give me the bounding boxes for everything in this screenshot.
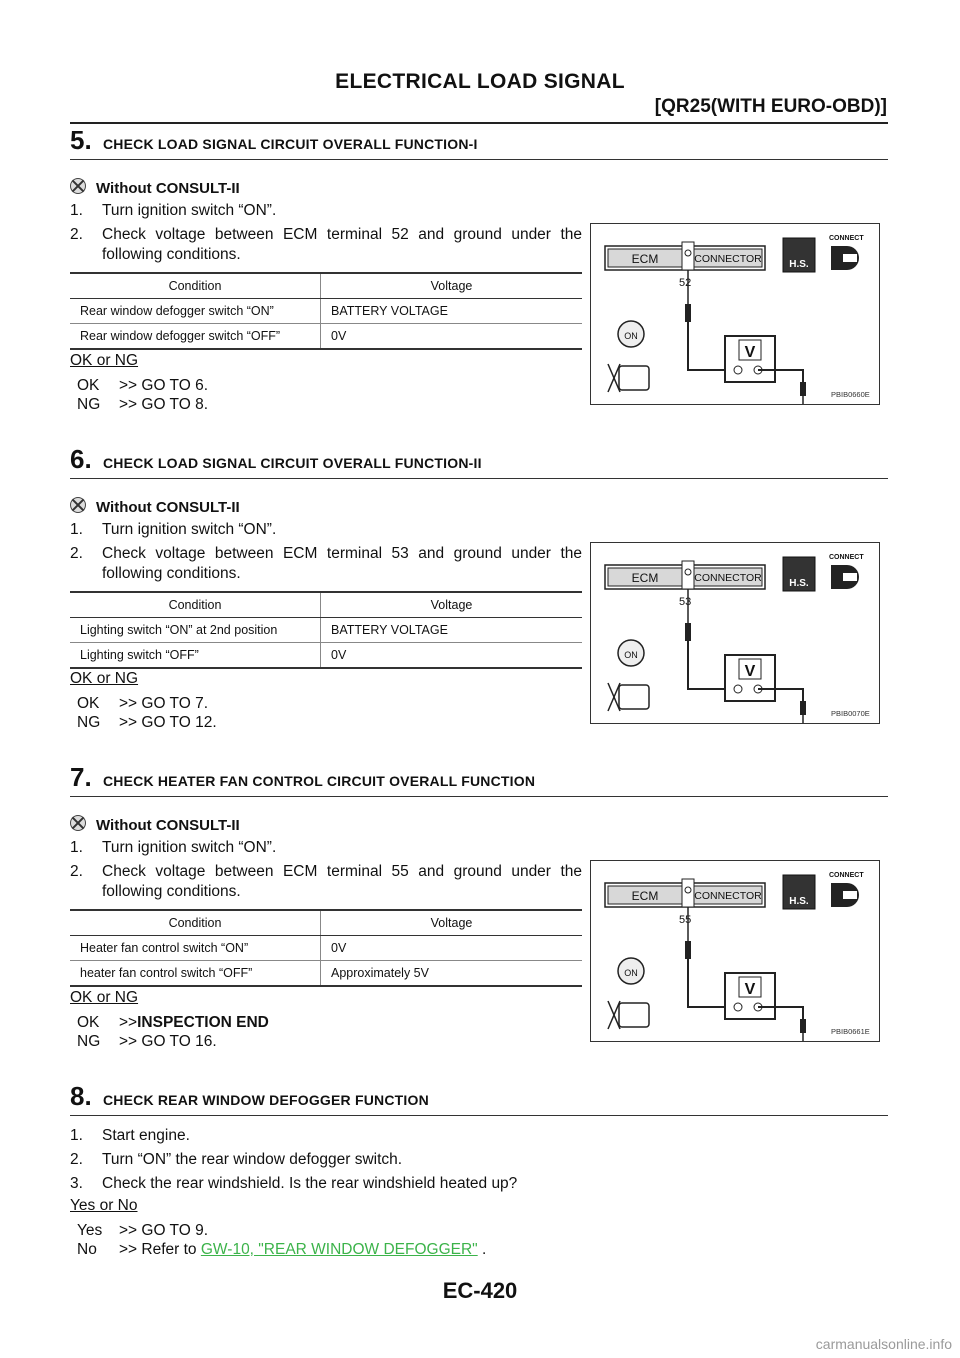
hs-label: H.S. — [789, 578, 809, 589]
consult-note — [70, 497, 240, 516]
voltmeter-label: V — [744, 981, 756, 998]
step-number: 3. — [70, 1175, 83, 1192]
condition-table — [70, 591, 582, 669]
section-number: 6. — [70, 444, 92, 474]
result-key: OK — [77, 377, 100, 394]
voltmeter-label: V — [744, 344, 756, 361]
step-text: Check voltage between ECM terminal 52 and ground under the following conditions. — [102, 226, 582, 263]
section-6 — [70, 444, 888, 759]
step-text: Check the rear windshield. Is the rear windshield heated up? — [102, 1175, 518, 1192]
step-number: 2. — [70, 226, 83, 243]
table-header-cell: Voltage — [321, 592, 583, 618]
result-list — [77, 694, 217, 732]
connector-pin — [685, 250, 691, 256]
ok-or-ng-label: OK or NG — [70, 670, 139, 687]
ecm-label: ECM — [631, 889, 659, 903]
table-header-cell: Condition — [70, 273, 321, 299]
result-key: NG — [77, 714, 101, 731]
section-8 — [70, 1081, 888, 1271]
section-5 — [70, 125, 888, 440]
no-consult-icon — [70, 178, 86, 194]
table-cell: Heater fan control switch “ON” — [70, 936, 321, 961]
terminal-number: 53 — [679, 596, 692, 608]
result-key: No — [77, 1241, 97, 1258]
positive-terminal — [734, 685, 742, 693]
connector-label: CONNECTOR — [694, 572, 762, 584]
ecm-label: ECM — [631, 571, 659, 585]
table-header-cell: Voltage — [321, 273, 583, 299]
result-text: GO TO 7. — [141, 695, 209, 712]
connect-label: CONNECT — [829, 235, 864, 242]
result-item — [77, 694, 217, 713]
ecm-label: ECM — [631, 252, 659, 266]
consult-label: Without CONSULT-II — [96, 499, 240, 516]
result-arrow: >> — [119, 1014, 138, 1031]
voltmeter-label: V — [744, 663, 756, 680]
table-cell: 0V — [321, 643, 583, 669]
table-cell: Lighting switch “ON” at 2nd position — [70, 618, 321, 643]
result-list — [77, 376, 208, 414]
step-number: 1. — [70, 839, 83, 856]
table-cell: BATTERY VOLTAGE — [321, 299, 583, 324]
table-cell: Lighting switch “OFF” — [70, 643, 321, 669]
result-key: Yes — [77, 1222, 103, 1239]
table-row — [70, 936, 582, 961]
result-text: GO TO 12. — [141, 714, 217, 731]
wiring-diagram — [590, 223, 880, 405]
step-text: Turn “ON” the rear window defogger switch. — [102, 1151, 403, 1168]
table-cell: Rear window defogger switch “ON” — [70, 299, 321, 324]
table-header-cell: Voltage — [321, 910, 583, 936]
ok-or-ng-label: OK or NG — [70, 352, 139, 369]
result-item — [77, 376, 208, 395]
figure-code: PBIB0660E — [831, 390, 870, 399]
condition-table — [70, 909, 582, 987]
connect-icon-slot — [843, 254, 857, 262]
ok-or-ng-label: OK or NG — [70, 989, 139, 1006]
probe-tip — [685, 623, 691, 641]
result-text: GO TO 9. — [141, 1222, 209, 1239]
step-text: Turn ignition switch “ON”. — [102, 202, 277, 219]
probe-tip — [685, 941, 691, 959]
consult-label: Without CONSULT-II — [96, 180, 240, 197]
consult-note — [70, 178, 240, 197]
step-number: 1. — [70, 521, 83, 538]
step-text: Check voltage between ECM terminal 53 and ground under the following conditions. — [102, 545, 582, 582]
table-row — [70, 324, 582, 350]
section-header — [70, 444, 888, 479]
section-number: 5. — [70, 125, 92, 155]
wiring-diagram — [590, 542, 880, 724]
result-key: OK — [77, 695, 100, 712]
result-item — [77, 1013, 269, 1032]
ground-probe — [800, 1019, 806, 1033]
connector-pin — [685, 569, 691, 575]
table-cell: Rear window defogger switch “OFF” — [70, 324, 321, 350]
connect-label: CONNECT — [829, 554, 864, 561]
result-arrow: >> — [119, 1241, 138, 1258]
positive-terminal — [734, 1003, 742, 1011]
ignition-on-label: ON — [624, 968, 638, 978]
positive-terminal — [734, 366, 742, 374]
result-arrow: >> — [119, 396, 138, 413]
section-7 — [70, 762, 888, 1077]
ignition-on-label: ON — [624, 331, 638, 341]
figure-code: PBIB0661E — [831, 1027, 870, 1036]
section-header — [70, 125, 888, 160]
step-number: 2. — [70, 545, 83, 562]
result-item — [77, 713, 217, 732]
result-text: INSPECTION END — [137, 1014, 269, 1031]
result-list — [77, 1013, 269, 1051]
table-header-row — [70, 910, 582, 936]
ignition-on-label: ON — [624, 650, 638, 660]
condition-table — [70, 272, 582, 350]
hs-label: H.S. — [789, 259, 809, 270]
page-header-subtitle: [QR25(WITH EURO-OBD)] — [654, 96, 887, 117]
no-consult-icon — [70, 815, 86, 831]
result-text: GO TO 8. — [141, 396, 209, 413]
result-item — [77, 1221, 486, 1240]
connector-label: CONNECTOR — [694, 253, 762, 265]
table-cell: 0V — [321, 324, 583, 350]
no-consult-icon — [70, 497, 86, 513]
watermark: carmanualsonline.info — [815, 1336, 952, 1352]
result-item — [77, 1032, 269, 1051]
table-header-cell: Condition — [70, 910, 321, 936]
section-number: 8. — [70, 1081, 92, 1111]
terminal-number: 52 — [679, 277, 692, 289]
page-header-title: ELECTRICAL LOAD SIGNAL — [335, 70, 625, 93]
section-title: CHECK LOAD SIGNAL CIRCUIT OVERALL FUNCTION-I — [103, 136, 478, 152]
step-number: 2. — [70, 1151, 83, 1168]
result-text: GO TO 6. — [141, 377, 209, 394]
engine-off-icon — [619, 366, 649, 390]
table-header-row — [70, 592, 582, 618]
table-row — [70, 618, 582, 643]
result-key: NG — [77, 396, 101, 413]
yes-or-no-label: Yes or No — [70, 1197, 138, 1214]
connector-label: CONNECTOR — [694, 890, 762, 902]
ground-probe — [800, 382, 806, 396]
result-arrow: >> — [119, 1033, 138, 1050]
connector-pin — [685, 887, 691, 893]
step-text: Check voltage between ECM terminal 55 and ground under the following conditions. — [102, 863, 582, 900]
step-text: Start engine. — [102, 1127, 190, 1144]
hs-label: H.S. — [789, 896, 809, 907]
table-header-cell: Condition — [70, 592, 321, 618]
table-cell: 0V — [321, 936, 583, 961]
section-header — [70, 1081, 888, 1116]
result-list — [77, 1221, 486, 1259]
table-cell: heater fan control switch “OFF” — [70, 961, 321, 987]
result-tail: . — [477, 1241, 487, 1258]
result-arrow: >> — [119, 1222, 138, 1239]
result-item — [77, 1240, 486, 1259]
connect-icon-slot — [843, 891, 857, 899]
result-arrow: >> — [119, 377, 138, 394]
table-header-row — [70, 273, 582, 299]
consult-note — [70, 815, 240, 834]
probe-tip — [685, 304, 691, 322]
section-header — [70, 762, 888, 797]
connect-icon-slot — [843, 573, 857, 581]
table-cell: Approximately 5V — [321, 961, 583, 987]
result-item — [77, 395, 208, 414]
step-number: 1. — [70, 1127, 83, 1144]
step-text: Turn ignition switch “ON”. — [102, 521, 277, 538]
terminal-number: 55 — [679, 914, 692, 926]
header-rule — [70, 122, 888, 124]
reference-link[interactable]: GW-10, "REAR WINDOW DEFOGGER" — [200, 1241, 478, 1258]
engine-off-icon — [619, 685, 649, 709]
result-text: Refer to — [141, 1241, 197, 1258]
connect-label: CONNECT — [829, 872, 864, 879]
section-title: CHECK HEATER FAN CONTROL CIRCUIT OVERALL FUNCTION — [103, 773, 536, 789]
step-number: 1. — [70, 202, 83, 219]
step-text: Turn ignition switch “ON”. — [102, 839, 277, 856]
page-number: EC-420 — [442, 1278, 518, 1303]
section-number: 7. — [70, 762, 92, 792]
diagram-svg — [591, 543, 879, 723]
section-title: CHECK REAR WINDOW DEFOGGER FUNCTION — [103, 1092, 429, 1108]
diagram-svg — [591, 861, 879, 1041]
result-key: OK — [77, 1014, 100, 1031]
engine-off-icon — [619, 1003, 649, 1027]
result-key: NG — [77, 1033, 101, 1050]
result-arrow: >> — [119, 714, 138, 731]
section-title: CHECK LOAD SIGNAL CIRCUIT OVERALL FUNCTION-II — [103, 455, 482, 471]
table-row — [70, 643, 582, 669]
step-number: 2. — [70, 863, 83, 880]
figure-code: PBIB0070E — [831, 709, 870, 718]
table-row — [70, 961, 582, 987]
consult-label: Without CONSULT-II — [96, 817, 240, 834]
result-text: GO TO 16. — [141, 1033, 217, 1050]
table-cell: BATTERY VOLTAGE — [321, 618, 583, 643]
table-row — [70, 299, 582, 324]
diagram-svg — [591, 224, 879, 404]
ground-probe — [800, 701, 806, 715]
wiring-diagram — [590, 860, 880, 1042]
result-arrow: >> — [119, 695, 138, 712]
